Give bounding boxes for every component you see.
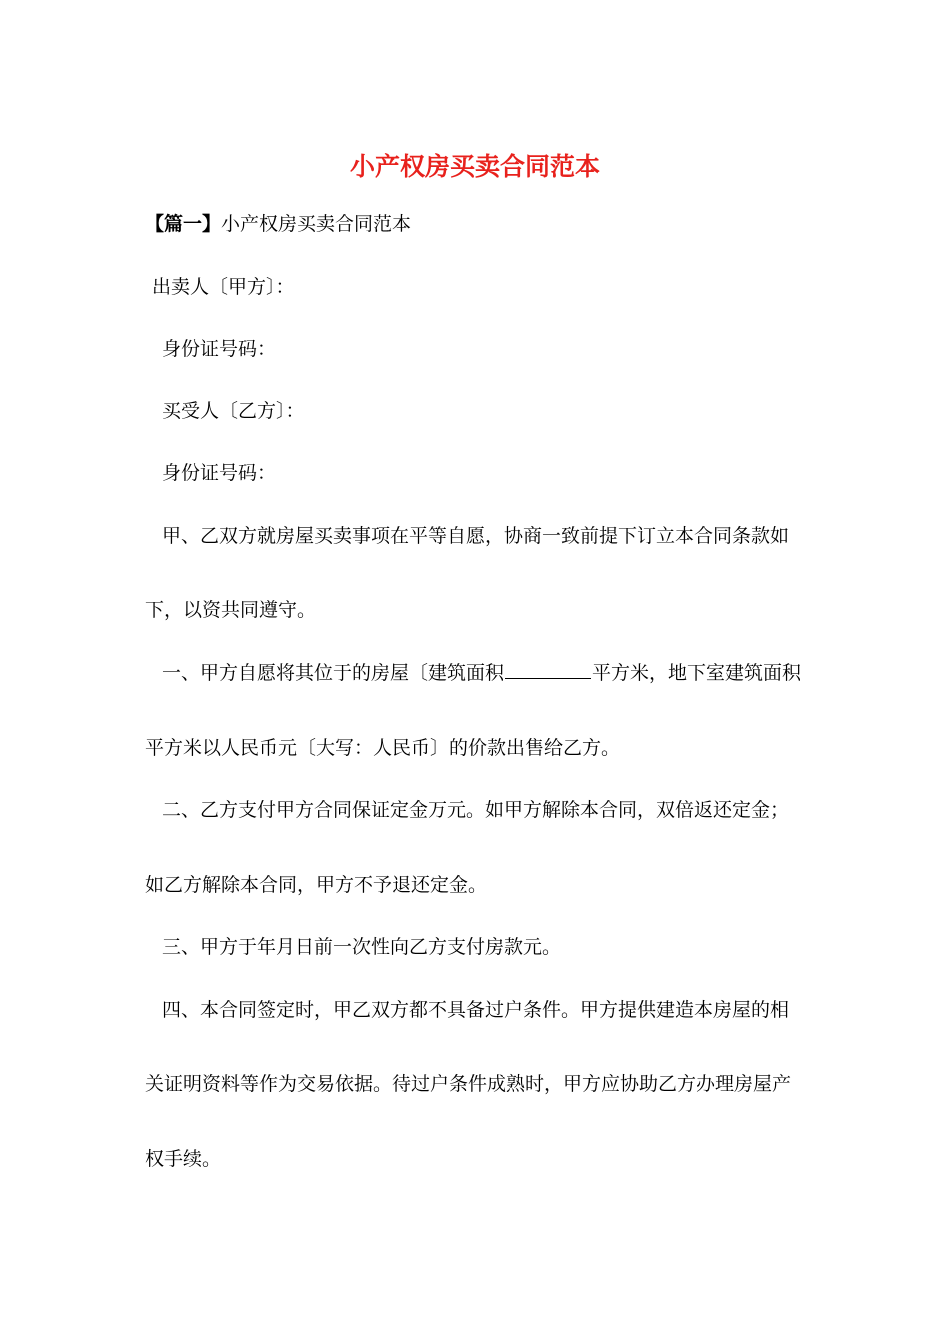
intro-line-2: 下，以资共同遵守。 <box>145 599 317 621</box>
clause-2-line-1: 二、乙方支付甲方合同保证定金万元。如甲方解除本合同，双倍返还定金； <box>162 799 790 821</box>
clause-1-line-1 <box>162 660 801 686</box>
clause-1-text-after-blank: 平方米，地下室建筑面积 <box>592 662 802 684</box>
section-heading <box>145 211 411 237</box>
clause-1-line-2: 平方米以人民币元〔大写：人民币〕的价款出售给乙方。 <box>145 737 621 759</box>
document-title: 小产权房买卖合同范本 <box>349 152 600 181</box>
section-bracket: 【篇一】 <box>145 213 222 235</box>
buyer-field: 买受人〔乙方〕： <box>162 400 305 422</box>
clause-4-line-1: 四、本合同签定时，甲乙双方都不具备过户条件。甲方提供建造本房屋的相 <box>162 999 790 1021</box>
clause-1-text-before-blank: 一、甲方自愿将其位于的房屋〔建筑面积 <box>162 662 505 684</box>
clause-4-line-3: 权手续。 <box>145 1148 222 1170</box>
clause-4-line-2: 关证明资料等作为交易依据。待过户条件成熟时，甲方应协助乙方办理房屋产 <box>145 1073 792 1095</box>
intro-line-1: 甲、乙双方就房屋买卖事项在平等自愿，协商一致前提下订立本合同条款如 <box>162 525 790 547</box>
clause-2-line-2: 如乙方解除本合同，甲方不予退还定金。 <box>145 874 488 896</box>
buyer-id-field: 身份证号码： <box>162 462 277 484</box>
seller-field: 出卖人〔甲方〕： <box>152 276 295 298</box>
seller-id-field: 身份证号码： <box>162 338 277 360</box>
clause-3-line-1: 三、甲方于年月日前一次性向乙方支付房款元。 <box>162 936 562 958</box>
section-title: 小产权房买卖合同范本 <box>221 213 412 235</box>
area-blank-underline <box>505 660 591 679</box>
